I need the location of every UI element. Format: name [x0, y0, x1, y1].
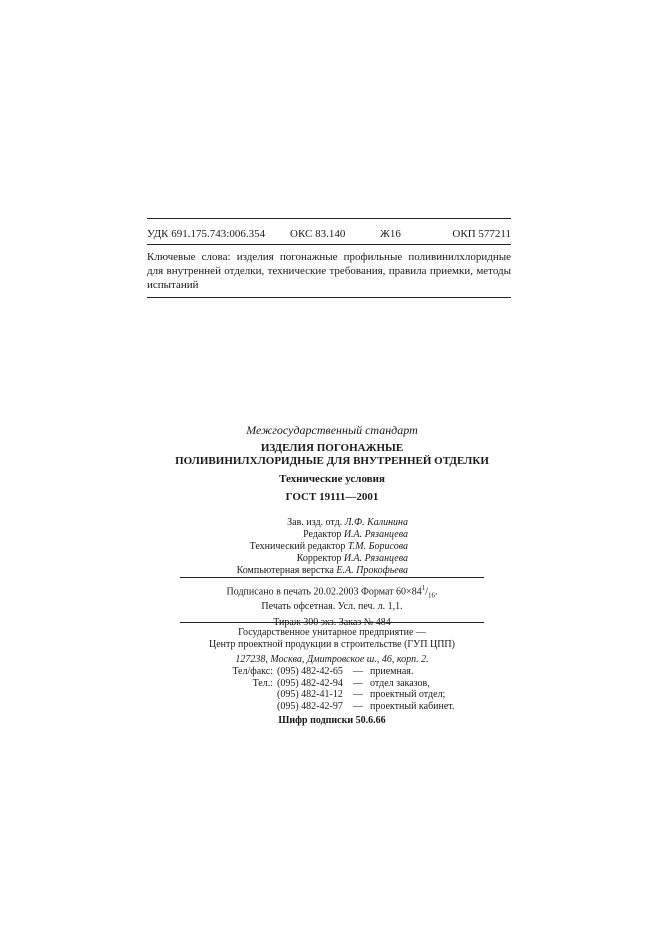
staff-role: Компьютерная верстка — [236, 565, 334, 576]
staff-role: Корректор — [296, 553, 342, 564]
contact-desc: приемная. — [370, 666, 414, 677]
contact-desc: проектный кабинет. — [370, 700, 455, 712]
contact-row — [212, 666, 472, 678]
publication-bottom-rule — [180, 622, 484, 623]
staff-line — [200, 553, 408, 565]
mid-rule — [147, 244, 511, 245]
staff-credits — [200, 517, 408, 577]
publisher-address: 127238, Москва, Дмитровское ш., 46, корп. 2. — [235, 654, 429, 665]
oks-code: ОКС 83.140 — [290, 228, 346, 240]
staff-role: Технический редактор — [249, 541, 346, 552]
subtitle: Технические условия — [279, 473, 385, 485]
contact-dash: — — [353, 666, 363, 677]
contact-row — [212, 678, 472, 690]
contacts-list — [212, 666, 472, 712]
keywords: Ключевые слова: изделия погонажные профильные поливинилхлоридные для внутренней отделки, технические требования, правила приемки, методы испытаний — [147, 251, 511, 291]
udk-code: УДК 691.175.743:006.354 — [147, 228, 266, 240]
format-sup: 1 — [421, 584, 426, 592]
staff-bottom-rule — [180, 577, 484, 578]
staff-role: Зав. изд. отд. — [287, 517, 343, 528]
contact-desc: отдел заказов, — [370, 677, 430, 689]
run-line: Тираж 300 экз. Заказ № 484 — [273, 617, 391, 629]
top-rule — [147, 218, 511, 219]
format-sub: 16 — [427, 591, 435, 600]
contact-desc: проектный отдел; — [370, 689, 446, 700]
title-line-2: ПОЛИВИНИЛХЛОРИДНЫЕ ДЛЯ ВНУТРЕННЕЙ ОТДЕЛКИ — [175, 455, 489, 467]
contact-dash: — — [353, 677, 363, 689]
staff-name: Е.А. Прокофьева — [336, 565, 408, 576]
contact-row — [212, 689, 472, 701]
keywords-bottom-rule — [147, 297, 511, 298]
publisher-line-1: Государственное унитарное предприятие — — [238, 627, 426, 638]
contact-dash: — — [353, 689, 363, 700]
publisher-block — [180, 627, 484, 666]
okp-code: ОКП 577211 — [452, 228, 511, 240]
title-line-1: ИЗДЕЛИЯ ПОГОНАЖНЫЕ — [260, 442, 404, 454]
staff-name: И.А. Рязанцева — [343, 553, 408, 564]
subscription-cipher: Шифр подписки 50.6.66 — [278, 715, 386, 726]
contact-dash: — — [353, 700, 363, 712]
gost-number: ГОСТ 19111—2001 — [285, 491, 379, 503]
signed-line: Подписано в печать 20.02.2003 Формат $60\times 84^1/_{16}$. — [226, 584, 438, 600]
staff-role: Редактор — [303, 529, 342, 540]
contact-phone: (095) 482-41-12 — [277, 689, 343, 700]
staff-line — [200, 541, 408, 553]
contact-label: Тел.: — [252, 677, 273, 689]
contact-phone: (095) 482-42-94 — [277, 677, 343, 689]
standard-kind: Межгосударственный стандарт — [246, 423, 418, 437]
staff-name: И.А. Рязанцева — [343, 529, 408, 540]
staff-line — [200, 565, 408, 577]
print-line: Печать офсетная. Усл. печ. л. 1,1. — [261, 601, 403, 613]
staff-line — [200, 517, 408, 529]
zh-code: Ж16 — [380, 228, 401, 240]
publisher-line-2: Центр проектной продукции в строительстве (ГУП ЦПП) — [209, 639, 455, 650]
contact-phone: (095) 482-42-65 — [277, 666, 343, 677]
contact-phone: (095) 482-42-97 — [277, 700, 343, 712]
contact-row — [212, 701, 472, 713]
staff-line — [200, 529, 408, 541]
staff-name: Л.Ф. Калинина — [344, 517, 408, 528]
signed-text: Подписано в печать 20.02.2003 Формат 60×84 — [226, 586, 422, 598]
contact-label: Тел/факс: — [232, 666, 273, 677]
staff-name: Т.М. Борисова — [347, 541, 408, 552]
